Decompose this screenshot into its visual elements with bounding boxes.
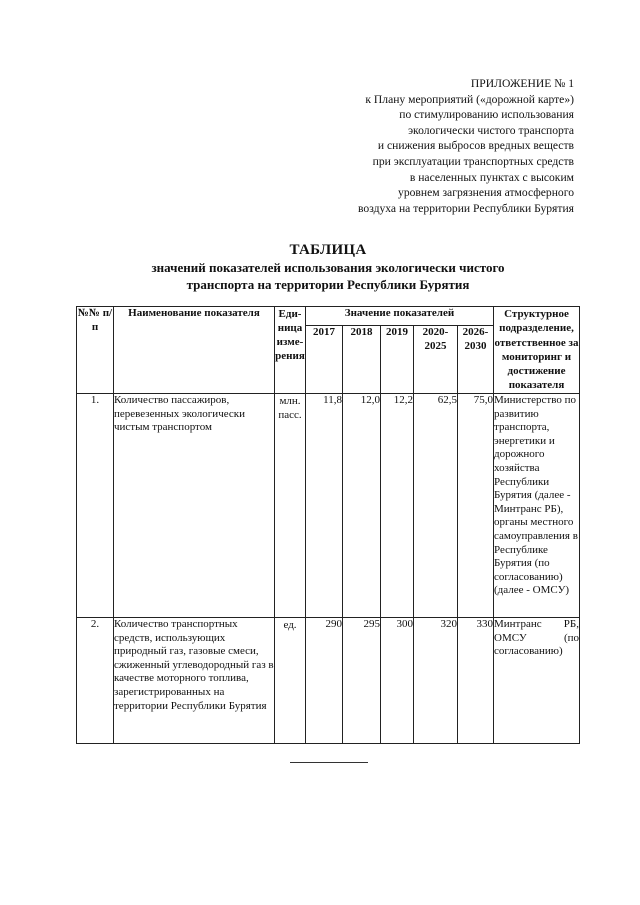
value-2017: 290 <box>306 618 343 744</box>
document-title <box>78 241 578 293</box>
appendix-line: по стимулированию использования <box>399 108 574 122</box>
appendix-line: к Плану мероприятий («дорожной карте») <box>365 92 574 106</box>
value-2026-2030: 330 <box>458 618 494 744</box>
indicator-name: Количество пассажиров, перевезенных экологически чистым транспортом <box>114 394 275 618</box>
value-2018: 295 <box>343 618 381 744</box>
indicator-name: Количество транспортных средств, использующих природный газ, газовые смеси, сжиженный углеводородный газ в качестве моторного топлива, зарегистрированных на территории Республики Бурятия <box>114 618 275 744</box>
row-number: 1. <box>77 394 114 618</box>
end-divider <box>290 762 368 763</box>
title-subtitle-line-2: транспорта на территории Республики Бурятия <box>186 276 470 292</box>
title-subtitle-line-1: значений показателей использования экологически чистого <box>151 260 505 275</box>
header-values-group: Значение показателей <box>306 307 494 326</box>
appendix-line: и снижения выбросов вредных веществ <box>377 139 574 153</box>
header-responsible-department: Структурное подразделение, ответственное за мониторинг и достижение показателя <box>494 307 580 394</box>
value-2019: 12,2 <box>381 394 414 618</box>
row-number: 2. <box>77 618 114 744</box>
appendix-header <box>244 76 574 216</box>
header-year-2017: 2017 <box>306 326 343 394</box>
appendix-line: в населенных пунктах с высоким <box>409 170 574 184</box>
appendix-line: воздуха на территории Республики Бурятия <box>358 201 574 215</box>
responsible-department: Минтранс РБ, ОМСУ (по согласованию) <box>494 618 580 744</box>
responsible-department: Министерство по развитию транспорта, энергетики и дорожного хозяйства Республики Бурятия (далее - Минтранс РБ), органы местного самоуправления в Республике Бурятия (по согласованию) (далее - ОМСУ) <box>494 394 580 618</box>
title-main: ТАБЛИЦА <box>289 242 367 258</box>
header-year-2018: 2018 <box>343 326 381 394</box>
indicators-table <box>76 306 580 744</box>
header-indicator-name: Наименование показателя <box>114 307 275 394</box>
value-2017: 11,8 <box>306 394 343 618</box>
table-row <box>77 618 580 744</box>
unit-cell: млн. пасс. <box>275 394 306 618</box>
value-2018: 12,0 <box>343 394 381 618</box>
appendix-line: ПРИЛОЖЕНИЕ № 1 <box>470 77 574 90</box>
value-2019: 300 <box>381 618 414 744</box>
header-unit: Еди-ница изме-рения <box>275 307 306 394</box>
value-2020-2025: 62,5 <box>414 394 458 618</box>
appendix-line: экологически чистого транспорта <box>408 123 574 137</box>
header-year-2020-2025: 2020-2025 <box>414 326 458 394</box>
appendix-line: при эксплуатации транспортных средств <box>372 154 574 168</box>
header-number: №№ п/п <box>77 307 114 394</box>
header-year-2019: 2019 <box>381 326 414 394</box>
table-row <box>77 394 580 618</box>
unit-cell: ед. <box>275 618 306 744</box>
value-2020-2025: 320 <box>414 618 458 744</box>
value-2026-2030: 75,0 <box>458 394 494 618</box>
header-year-2026-2030: 2026-2030 <box>458 326 494 394</box>
appendix-line: уровнем загрязнения атмосферного <box>398 186 574 200</box>
